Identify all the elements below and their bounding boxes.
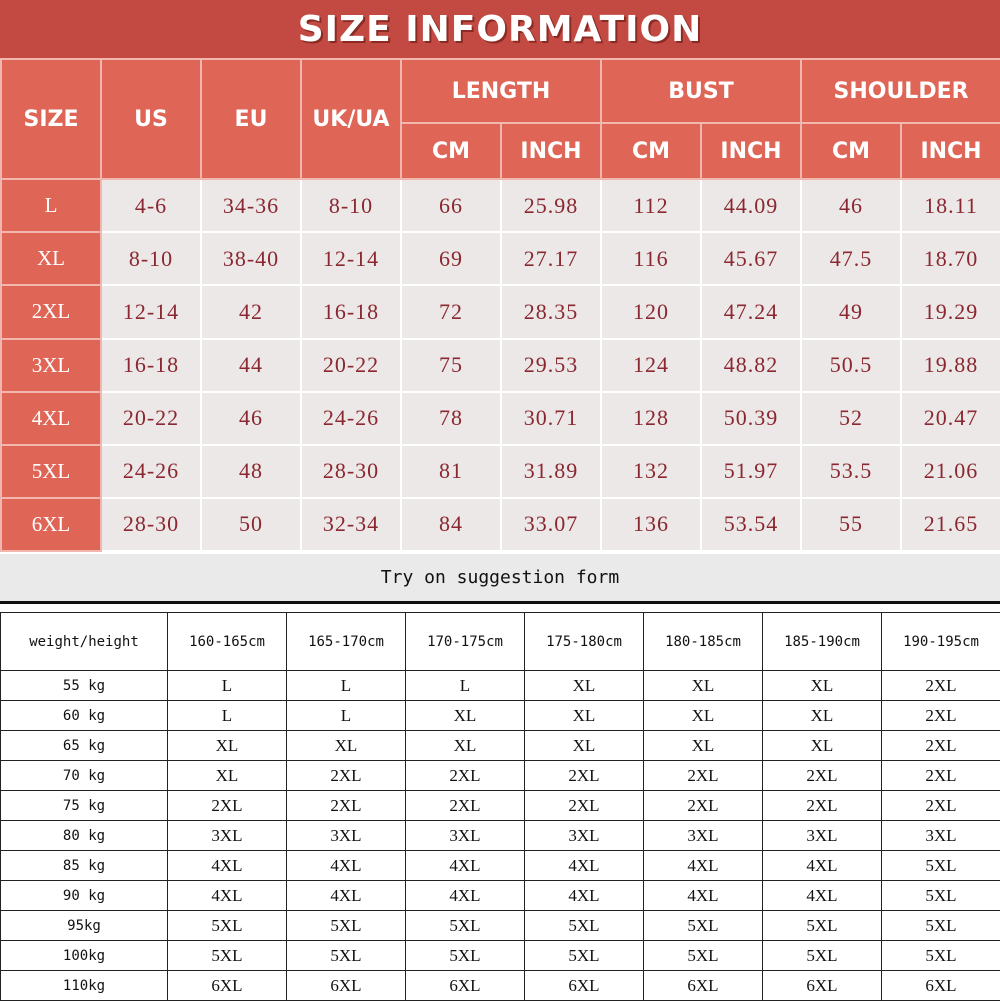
size-value-bust-cm: 132 (601, 445, 701, 498)
suggested-size-cell: 2XL (882, 701, 1000, 731)
weight-label: 65 kg (1, 731, 168, 761)
size-value-bust-inch: 51.97 (701, 445, 801, 498)
suggestion-row (1, 911, 1000, 941)
size-value-length-inch: 30.71 (501, 392, 601, 445)
suggestion-row (1, 851, 1000, 881)
size-value-length-inch: 27.17 (501, 232, 601, 285)
header-bust-inch: INCH (701, 123, 801, 179)
suggested-size-cell: 5XL (644, 911, 763, 941)
weight-label: 70 kg (1, 761, 168, 791)
size-value-length-cm: 84 (401, 498, 501, 551)
size-value-shoulder-cm: 55 (801, 498, 901, 551)
header-shoulder-inch: INCH (901, 123, 1000, 179)
suggested-size-cell: 5XL (882, 881, 1000, 911)
suggested-size-cell: 4XL (525, 851, 644, 881)
suggested-size-cell: 2XL (287, 791, 406, 821)
height-range-header: 160-165cm (168, 613, 287, 671)
suggestion-row (1, 791, 1000, 821)
size-label-cell: 2XL (1, 285, 101, 338)
size-value-uk: 16-18 (301, 285, 401, 338)
header-length-cm: CM (401, 123, 501, 179)
weight-label: 75 kg (1, 791, 168, 821)
suggested-size-cell: 5XL (882, 911, 1000, 941)
size-value-eu: 46 (201, 392, 301, 445)
size-value-shoulder-cm: 52 (801, 392, 901, 445)
suggested-size-cell: 3XL (287, 821, 406, 851)
size-value-eu: 34-36 (201, 179, 301, 232)
suggested-size-cell: 2XL (287, 761, 406, 791)
size-value-shoulder-inch: 21.65 (901, 498, 1000, 551)
size-value-uk: 12-14 (301, 232, 401, 285)
suggested-size-cell: 6XL (882, 971, 1000, 1001)
suggested-size-cell: XL (763, 701, 882, 731)
size-value-bust-cm: 128 (601, 392, 701, 445)
weight-label: 110kg (1, 971, 168, 1001)
suggested-size-cell: 5XL (406, 911, 525, 941)
suggested-size-cell: 5XL (882, 941, 1000, 971)
size-value-length-inch: 25.98 (501, 179, 601, 232)
size-value-us: 16-18 (101, 339, 201, 392)
suggested-size-cell: L (287, 671, 406, 701)
size-value-eu: 48 (201, 445, 301, 498)
size-value-uk: 8-10 (301, 179, 401, 232)
size-value-us: 12-14 (101, 285, 201, 338)
suggested-size-cell: 4XL (287, 881, 406, 911)
size-value-length-cm: 78 (401, 392, 501, 445)
suggested-size-cell: 6XL (406, 971, 525, 1001)
size-value-uk: 20-22 (301, 339, 401, 392)
suggestion-row (1, 701, 1000, 731)
size-value-length-cm: 75 (401, 339, 501, 392)
size-value-us: 28-30 (101, 498, 201, 551)
suggestion-form-title: Try on suggestion form (0, 554, 1000, 604)
suggestion-row (1, 671, 1000, 701)
height-range-header: 165-170cm (287, 613, 406, 671)
size-value-shoulder-cm: 50.5 (801, 339, 901, 392)
suggested-size-cell: 3XL (525, 821, 644, 851)
size-value-bust-cm: 136 (601, 498, 701, 551)
size-value-shoulder-inch: 19.88 (901, 339, 1000, 392)
suggested-size-cell: 3XL (168, 821, 287, 851)
suggested-size-cell: 5XL (525, 911, 644, 941)
size-value-shoulder-inch: 19.29 (901, 285, 1000, 338)
size-value-bust-cm: 112 (601, 179, 701, 232)
suggested-size-cell: XL (525, 671, 644, 701)
size-value-shoulder-inch: 20.47 (901, 392, 1000, 445)
suggested-size-cell: XL (763, 671, 882, 701)
header-eu: EU (201, 59, 301, 179)
suggestion-row (1, 971, 1000, 1001)
suggested-size-cell: XL (168, 761, 287, 791)
height-range-header: 190-195cm (882, 613, 1000, 671)
size-value-shoulder-cm: 46 (801, 179, 901, 232)
size-information-table (0, 58, 1000, 552)
suggested-size-cell: XL (525, 701, 644, 731)
size-label-cell: 5XL (1, 445, 101, 498)
size-value-length-cm: 72 (401, 285, 501, 338)
suggested-size-cell: 2XL (644, 761, 763, 791)
suggested-size-cell: XL (644, 671, 763, 701)
size-row (1, 445, 1000, 498)
size-value-us: 4-6 (101, 179, 201, 232)
size-row (1, 498, 1000, 551)
suggested-size-cell: 2XL (644, 791, 763, 821)
suggested-size-cell: XL (287, 731, 406, 761)
suggested-size-cell: 2XL (882, 791, 1000, 821)
suggested-size-cell: 2XL (763, 761, 882, 791)
size-value-uk: 28-30 (301, 445, 401, 498)
suggested-size-cell: 5XL (882, 851, 1000, 881)
size-value-bust-cm: 120 (601, 285, 701, 338)
size-value-eu: 50 (201, 498, 301, 551)
header-shoulder: SHOULDER (801, 59, 1000, 123)
size-label-cell: XL (1, 232, 101, 285)
suggested-size-cell: L (287, 701, 406, 731)
suggested-size-cell: XL (763, 731, 882, 761)
suggested-size-cell: 4XL (168, 881, 287, 911)
suggested-size-cell: 2XL (525, 761, 644, 791)
suggested-size-cell: 4XL (644, 851, 763, 881)
size-value-shoulder-cm: 49 (801, 285, 901, 338)
height-range-header: 185-190cm (763, 613, 882, 671)
size-value-bust-inch: 45.67 (701, 232, 801, 285)
suggested-size-cell: XL (644, 731, 763, 761)
size-value-shoulder-cm: 53.5 (801, 445, 901, 498)
suggested-size-cell: 2XL (168, 791, 287, 821)
suggested-size-cell: 2XL (525, 791, 644, 821)
suggested-size-cell: 4XL (763, 881, 882, 911)
suggestion-row (1, 941, 1000, 971)
suggested-size-cell: 3XL (406, 821, 525, 851)
size-value-eu: 44 (201, 339, 301, 392)
suggested-size-cell: L (406, 671, 525, 701)
size-value-bust-inch: 47.24 (701, 285, 801, 338)
height-range-header: 180-185cm (644, 613, 763, 671)
suggested-size-cell: 2XL (406, 791, 525, 821)
header-uk-ua: UK/UA (301, 59, 401, 179)
header-bust: BUST (601, 59, 801, 123)
weight-label: 80 kg (1, 821, 168, 851)
suggested-size-cell: XL (168, 731, 287, 761)
weight-label: 100kg (1, 941, 168, 971)
size-value-shoulder-inch: 18.11 (901, 179, 1000, 232)
size-value-bust-inch: 48.82 (701, 339, 801, 392)
size-value-length-cm: 66 (401, 179, 501, 232)
header-size: SIZE (1, 59, 101, 179)
suggested-size-cell: 4XL (644, 881, 763, 911)
header-bust-cm: CM (601, 123, 701, 179)
size-label-cell: 4XL (1, 392, 101, 445)
suggested-size-cell: 6XL (644, 971, 763, 1001)
suggested-size-cell: 2XL (882, 731, 1000, 761)
header-length-inch: INCH (501, 123, 601, 179)
suggested-size-cell: 5XL (168, 911, 287, 941)
suggested-size-cell: 4XL (287, 851, 406, 881)
try-on-suggestion-table (0, 612, 1000, 1001)
weight-label: 60 kg (1, 701, 168, 731)
suggested-size-cell: 5XL (168, 941, 287, 971)
size-value-shoulder-inch: 18.70 (901, 232, 1000, 285)
size-value-bust-cm: 124 (601, 339, 701, 392)
size-row (1, 232, 1000, 285)
size-value-bust-inch: 44.09 (701, 179, 801, 232)
size-value-bust-inch: 50.39 (701, 392, 801, 445)
suggested-size-cell: 4XL (168, 851, 287, 881)
size-label-cell: L (1, 179, 101, 232)
suggested-size-cell: 6XL (763, 971, 882, 1001)
suggested-size-cell: XL (406, 701, 525, 731)
suggestion-row (1, 881, 1000, 911)
suggested-size-cell: 5XL (763, 941, 882, 971)
suggested-size-cell: 6XL (287, 971, 406, 1001)
header-length: LENGTH (401, 59, 601, 123)
suggested-size-cell: 2XL (406, 761, 525, 791)
size-value-bust-cm: 116 (601, 232, 701, 285)
size-value-length-inch: 33.07 (501, 498, 601, 551)
suggested-size-cell: L (168, 671, 287, 701)
size-row (1, 392, 1000, 445)
size-value-eu: 38-40 (201, 232, 301, 285)
size-label-cell: 3XL (1, 339, 101, 392)
suggested-size-cell: 3XL (882, 821, 1000, 851)
weight-label: 95kg (1, 911, 168, 941)
height-range-header: 170-175cm (406, 613, 525, 671)
size-value-length-cm: 69 (401, 232, 501, 285)
suggested-size-cell: 5XL (763, 911, 882, 941)
size-value-us: 24-26 (101, 445, 201, 498)
suggested-size-cell: XL (406, 731, 525, 761)
suggested-size-cell: 5XL (287, 911, 406, 941)
suggested-size-cell: 6XL (168, 971, 287, 1001)
suggested-size-cell: 2XL (882, 761, 1000, 791)
size-row (1, 179, 1000, 232)
size-value-shoulder-cm: 47.5 (801, 232, 901, 285)
suggested-size-cell: XL (644, 701, 763, 731)
suggestion-row (1, 821, 1000, 851)
suggested-size-cell: 3XL (763, 821, 882, 851)
size-value-shoulder-inch: 21.06 (901, 445, 1000, 498)
size-value-length-inch: 31.89 (501, 445, 601, 498)
size-value-length-inch: 29.53 (501, 339, 601, 392)
header-us: US (101, 59, 201, 179)
size-value-length-inch: 28.35 (501, 285, 601, 338)
suggested-size-cell: 4XL (525, 881, 644, 911)
suggested-size-cell: 5XL (406, 941, 525, 971)
weight-height-label: weight/height (1, 613, 168, 671)
suggested-size-cell: XL (525, 731, 644, 761)
page-title: SIZE INFORMATION (0, 0, 1000, 58)
suggested-size-cell: 2XL (763, 791, 882, 821)
size-value-uk: 24-26 (301, 392, 401, 445)
size-value-eu: 42 (201, 285, 301, 338)
suggested-size-cell: 4XL (763, 851, 882, 881)
suggested-size-cell: 4XL (406, 881, 525, 911)
suggested-size-cell: 3XL (644, 821, 763, 851)
height-range-header: 175-180cm (525, 613, 644, 671)
weight-label: 85 kg (1, 851, 168, 881)
size-label-cell: 6XL (1, 498, 101, 551)
suggestion-row (1, 761, 1000, 791)
header-shoulder-cm: CM (801, 123, 901, 179)
weight-label: 90 kg (1, 881, 168, 911)
size-row (1, 339, 1000, 392)
size-value-us: 8-10 (101, 232, 201, 285)
suggested-size-cell: 5XL (644, 941, 763, 971)
weight-label: 55 kg (1, 671, 168, 701)
size-value-uk: 32-34 (301, 498, 401, 551)
suggested-size-cell: 5XL (525, 941, 644, 971)
suggestion-row (1, 731, 1000, 761)
suggested-size-cell: 4XL (406, 851, 525, 881)
size-value-length-cm: 81 (401, 445, 501, 498)
size-value-bust-inch: 53.54 (701, 498, 801, 551)
suggested-size-cell: 2XL (882, 671, 1000, 701)
suggestion-header-row (1, 613, 1000, 671)
suggested-size-cell: L (168, 701, 287, 731)
size-value-us: 20-22 (101, 392, 201, 445)
suggested-size-cell: 6XL (525, 971, 644, 1001)
size-row (1, 285, 1000, 338)
suggested-size-cell: 5XL (287, 941, 406, 971)
